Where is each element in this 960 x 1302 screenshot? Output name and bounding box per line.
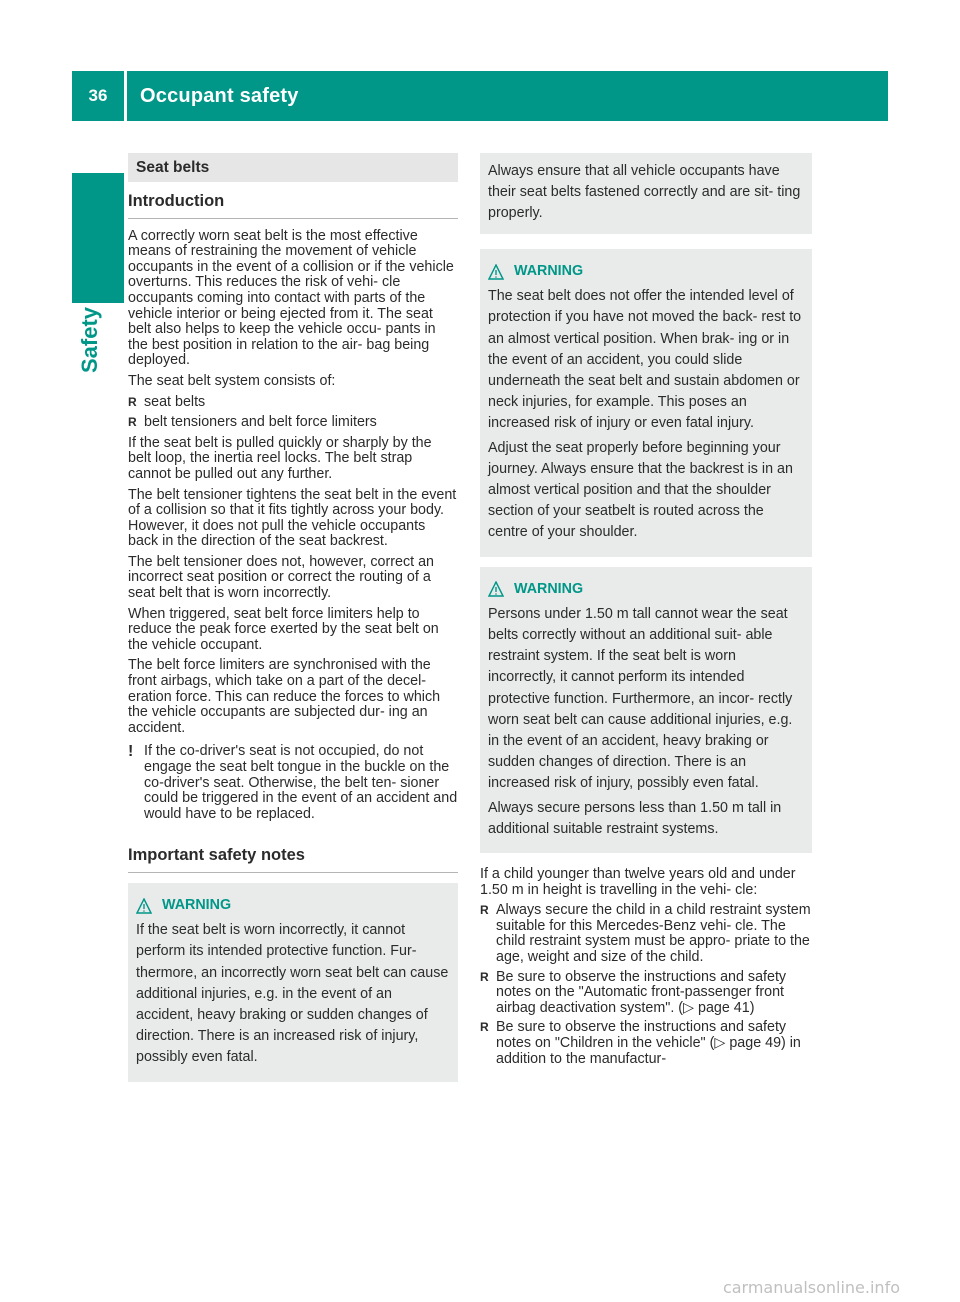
safety-notes-heading: Important safety notes	[128, 836, 458, 873]
chapter-label: Safety	[77, 306, 102, 373]
warning-triangle-icon	[136, 898, 152, 914]
warning-triangle-icon	[488, 581, 504, 597]
chapter-tab	[72, 173, 124, 303]
warning-header	[488, 261, 804, 282]
note	[128, 744, 458, 822]
page-title: Occupant safety	[140, 84, 299, 107]
list-item: R belt tensioners and belt force limiters	[128, 415, 458, 431]
page-number: 36	[88, 86, 108, 105]
list-item: R Be sure to observe the instructions and safety notes on the "Automatic front-passenger front airbag deactivation system". (▷ page 41)	[480, 970, 812, 1017]
info-box	[480, 153, 812, 234]
paragraph: The belt tensioner does not, however, correct an incorrect seat position or correct the routing of a seat belt that is worn incorrectly.	[128, 553, 434, 602]
note-text: If the co-driver's seat is not occupied, do not engage the seat belt tongue in the buckle on the co-driver's seat. Otherwise, the belt ten- sioner could be triggered in the event of an accident and would have to be replaced.	[144, 743, 458, 822]
warning-header	[136, 895, 450, 916]
paragraph: The belt force limiters are synchronised with the front airbags, which take on a part of the decel- eration force. This can reduce the forces to which the vehicle occupants are subjected dur- ing an accident.	[128, 657, 441, 736]
warning-label: WARNING	[162, 896, 232, 913]
paragraph: If a child younger than twelve years old and under 1.50 m in height is travelling in the vehi- cle:	[480, 866, 796, 898]
warning-box	[128, 883, 458, 1082]
warning-box	[480, 249, 812, 557]
warning-box	[480, 567, 812, 853]
warning-text: Always secure persons less than 1.50 m tall in additional suitable restraint systems.	[488, 799, 782, 837]
paragraph: The seat belt system consists of:	[128, 372, 336, 389]
list-item: R Be sure to observe the instructions and safety notes on "Children in the vehicle" (▷ page 49) in addition to the manufactur-	[480, 1020, 812, 1067]
introduction-heading: Introduction	[128, 182, 458, 219]
watermark: carmanualsonline.info	[722, 1278, 900, 1297]
warning-text: Adjust the seat properly before beginning your journey. Always ensure that the backrest is in an almost vertical position and that the shoulder section of your seatbelt is routed across the centre of your shoulder.	[488, 439, 793, 541]
warning-label: WARNING	[514, 580, 584, 597]
paragraph: If the seat belt is pulled quickly or sharply by the belt loop, the inertia reel locks. The belt strap cannot be pulled out any further.	[128, 434, 432, 482]
page-header	[72, 71, 888, 121]
list-item: R Always secure the child in a child restraint system suitable for this Mercedes-Benz vehi- cle. The child restraint system must be appro- priate to the age, weight and size of the child.	[480, 903, 812, 965]
paragraph: A correctly worn seat belt is the most effective means of restraining the movement of vehicle occupants in the event of a collision or if the vehicle overturns. This reduces the risk of vehi- cle occupants coming into contact with parts of the vehicle interior or being ejected from it. The seat belt also helps to keep the vehicle occu- pants in the best position in relation to the air- bag being deployed.	[128, 227, 454, 369]
left-column	[128, 153, 458, 1082]
list-item: R seat belts	[128, 395, 458, 411]
warning-label: WARNING	[514, 263, 584, 279]
paragraph: When triggered, seat belt force limiters help to reduce the peak force exerted by the seat belt on the vehicle occupant.	[128, 605, 439, 653]
section-title: Seat belts	[128, 153, 458, 182]
paragraph: The belt tensioner tightens the seat belt in the event of a collision so that it fits tightly across your body. However, it does not pull the vehicle occupants back in the direction of the seat backrest.	[128, 486, 457, 550]
warning-text: The seat belt does not offer the intended level of protection if you have not moved the back- rest to an almost vertical position. When brak- ing or in the event of an accident, you could slide underneath the seat belt and sustain abdomen or neck injuries, for example. This poses an increased risk of injury or even fatal injury.	[488, 288, 802, 432]
warning-text: If the seat belt is worn incorrectly, it cannot perform its intended protective function. Fur- thermore, an incorrectly worn seat belt can cause additional injuries, e.g. in the event of an accident, heavy braking or sudden changes of direction. There is an increased risk of injury, possibly even fatal.	[136, 922, 449, 1066]
exclamation-icon: !	[128, 743, 134, 761]
info-text: Always ensure that all vehicle occupants have their seat belts fastened correctly and are sit- ting properly.	[488, 163, 801, 221]
warning-triangle-icon	[488, 264, 504, 280]
right-column	[480, 153, 812, 1071]
warning-text: Persons under 1.50 m tall cannot wear the seat belts correctly without an additional suit- able restraint system. If the seat belt is worn incorrectly, it cannot perform its intended protective function. Furthermore, an incor- rectly worn seat belt can cause additional injuries, e.g. in the event of an accident, heavy braking or sudden changes of direction. There is an increased risk of injury, possibly even fatal.	[488, 605, 793, 792]
warning-header	[488, 579, 804, 600]
